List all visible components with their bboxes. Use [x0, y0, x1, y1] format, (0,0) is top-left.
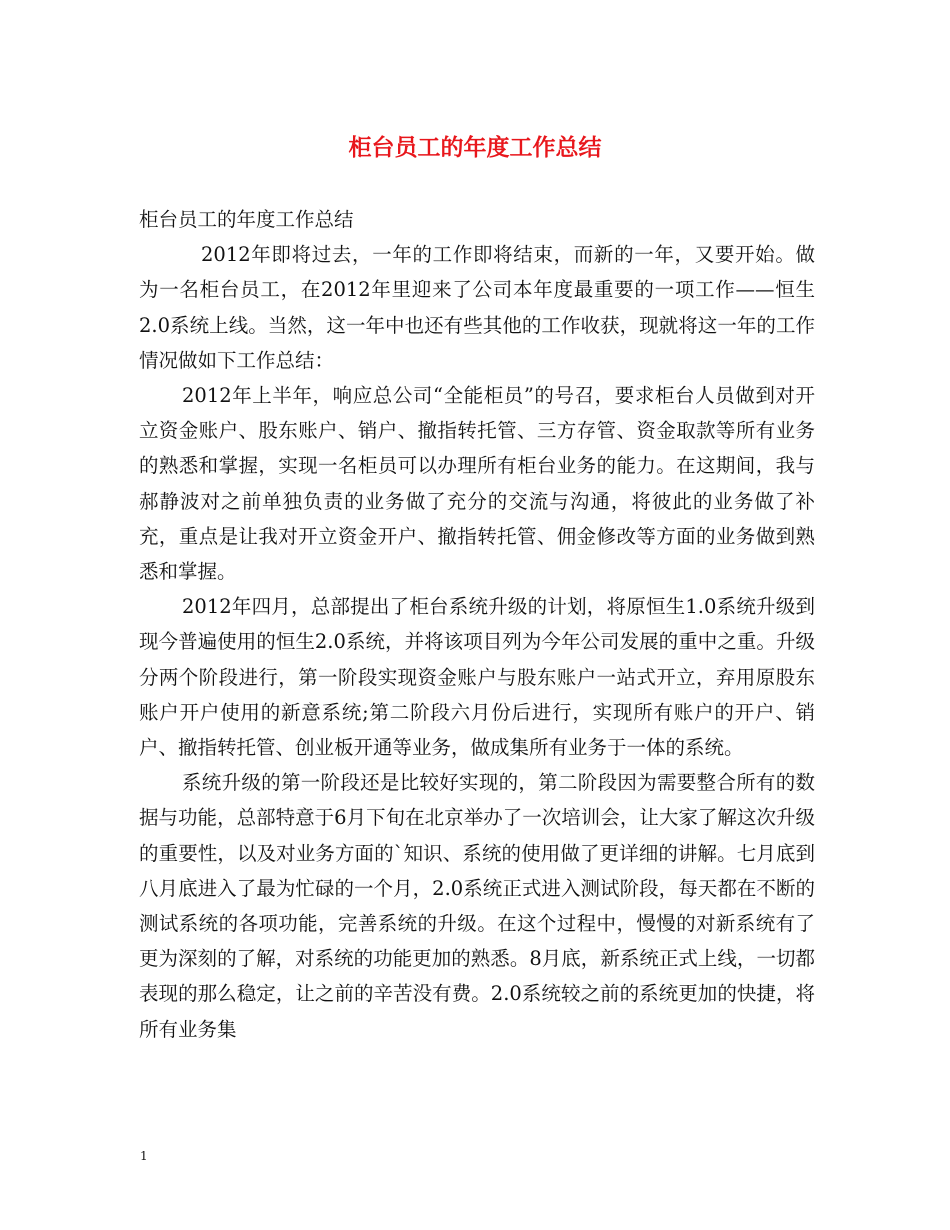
paragraph-upgrade-stages: 系统升级的第一阶段还是比较好实现的，第二阶段因为需要整合所有的数据与功能，总部特意于6月下旬在北京举办了一次培训会，让大家了解这次升级的重要性，以及对业务方面的`知识、系统的使用做了更详细的讲解。七月底到八月底进入了最为忙碌的一个月，2.0系统正式进入测试阶段，每天都在不断的测试系统的各项功能，完善系统的升级。在这个过程中，慢慢的对新系统有了更为深刻的了解，对系统的功能更加的熟悉。8月底，新系统正式上线，一切都表现的那么稳定，让之前的辛苦没有费。2.0系统较之前的系统更加的快捷，将所有业务集 [139, 771, 815, 1041]
document-body [139, 202, 815, 1047]
document-title: 柜台员工的年度工作总结 [348, 135, 602, 161]
document-subtitle: 柜台员工的年度工作总结 [139, 208, 354, 231]
paragraph-system-upgrade-plan: 2012年四月，总部提出了柜台系统升级的计划，将原恒生1.0系统升级到现今普遍使用的恒生2.0系统，并将该项目列为今年公司发展的重中之重。升级分两个阶段进行，第一阶段实现资金账户与股东账户一站式开立，弃用原股东账户开户使用的新意系统;第二阶段六月份后进行，实现所有账户的开户、销户、撤指转托管、创业板开通等业务，做成集所有业务于一体的系统。 [139, 595, 815, 760]
paragraph-first-half-year: 2012年上半年，响应总公司“全能柜员”的号召，要求柜台人员做到对开立资金账户、股东账户、销户、撤指转托管、三方存管、资金取款等所有业务的熟悉和掌握，实现一名柜员可以办理所有柜台业务的能力。在这期间，我与郝静波对之前单独负责的业务做了充分的交流与沟通，将彼此的业务做了补充，重点是让我对开立资金开户、撤指转托管、佣金修改等方面的业务做到熟悉和掌握。 [139, 384, 815, 584]
page-number: 1 [140, 1149, 148, 1163]
paragraph-intro: 2012年即将过去，一年的工作即将结束，而新的一年，又要开始。做为一名柜台员工，在2012年里迎来了公司本年度最重要的一项工作——恒生2.0系统上线。当然，这一年中也还有些其他的工作收获，现就将这一年的工作情况做如下工作总结： [139, 243, 815, 372]
